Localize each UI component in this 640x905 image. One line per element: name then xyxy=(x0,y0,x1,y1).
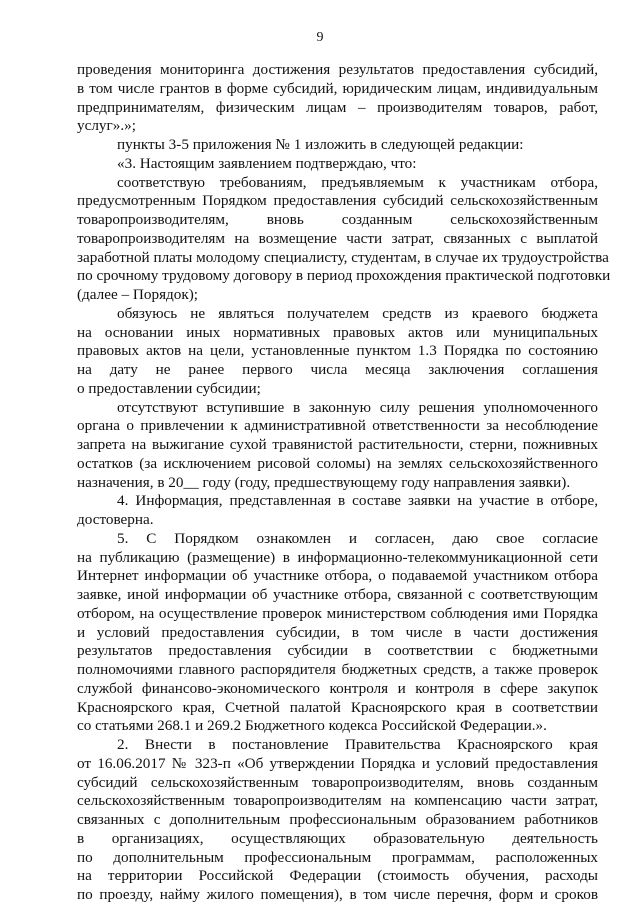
text-line: на основании иных нормативных правовых актов или муниципальных xyxy=(77,323,598,341)
page-number: 9 xyxy=(316,30,324,45)
text-line: Красноярского края, Счетной палатой Красноярского края в соответствии xyxy=(77,698,598,716)
text-line: органа о привлечении к административной ответственности за несоблюдение xyxy=(77,417,598,435)
text-line: сельскохозяйственным товаропроизводителям на компенсацию части затрат, xyxy=(77,792,598,810)
text-line: проведения мониторинга достижения результатов предоставления субсидий, xyxy=(77,61,598,78)
text-line: связанных с дополнительным профессиональным образованием работников xyxy=(77,811,598,828)
text-line: в организациях, осуществляющих образовательную деятельность xyxy=(77,829,598,847)
text-line: на территории Российской Федерации (стоимость обучения, расходы xyxy=(77,867,598,885)
text-line: от 16.06.2017 № 323-п «Об утверждении Порядка и условий предоставления xyxy=(77,754,598,772)
text-line: предпринимателям, физическим лицам – производителям товаров, работ, xyxy=(77,98,598,116)
text-line: Интернет информации об участнике отбора, о подаваемой участником отбора xyxy=(77,567,598,585)
text-line: обязуюсь не являться получателем средств из краевого бюджета xyxy=(117,304,598,322)
text-line: пункты 3-5 приложения № 1 изложить в следующей редакции: xyxy=(117,136,524,153)
text-line: правовых актов на цели, установленные пунктом 1.3 Порядка по состоянию xyxy=(77,342,598,360)
text-line: со статьями 268.1 и 269.2 Бюджетного кодекса Российской Федерации.». xyxy=(77,717,547,735)
text-line: 5. С Порядком ознакомлен и согласен, даю свое согласие xyxy=(117,529,598,547)
text-line: заявке, иной информации об участнике отбора, связанной с соответствующим xyxy=(77,586,598,603)
text-line: в том числе грантов в форме субсидий, юридическим лицам, индивидуальным xyxy=(77,79,598,97)
text-line: по проезду, найму жилого помещения), в том числе перечня, форм и сроков xyxy=(77,886,598,903)
text-line: предусмотренным Порядком предоставления субсидий сельскохозяйственным xyxy=(77,192,598,210)
document-body xyxy=(77,61,611,905)
text-line: службой финансово-экономического контроля и контроля в сфере закупок xyxy=(77,679,598,697)
text-line: соответствую требованиям, предъявляемым к участникам отбора, xyxy=(117,173,598,191)
text-line: результатов предоставления субсидии в соответствии с бюджетными xyxy=(77,642,598,660)
text-line: товаропроизводителям на возмещение части затрат, связанных с выплатой xyxy=(77,229,598,247)
text-line: о предоставлении субсидии; xyxy=(77,379,261,397)
text-line: полномочиями главного распорядителя бюджетных средств, а также проверок xyxy=(77,661,598,678)
text-line: субсидий сельскохозяйственным товаропроизводителям, вновь созданным xyxy=(77,773,598,791)
text-line: остатков (за исключением рисовой соломы) на землях сельскохозяйственного xyxy=(77,454,598,472)
text-line: 4. Информация, представленная в составе заявки на участие в отборе, xyxy=(117,492,598,510)
text-line: отбором, на осуществление проверок министерством соблюдения ими Порядка xyxy=(77,604,598,622)
text-line: товаропроизводителям, вновь созданным сельскохозяйственным xyxy=(77,211,598,228)
text-line: запрета на выжигание сухой травянистой растительности, стерни, пожнивных xyxy=(77,436,598,453)
text-line: заработной платы молодому специалисту, студентам, в случае их трудоустройства xyxy=(77,248,609,266)
text-line: «3. Настоящим заявлением подтверждаю, что: xyxy=(117,154,417,172)
text-line: по срочному трудовому договору в период прохождения практической подготовки xyxy=(77,267,611,285)
text-line: услуг».»; xyxy=(77,117,136,135)
text-line: 2. Внести в постановление Правительства Красноярского края xyxy=(117,736,598,753)
text-line: на публикацию (размещение) в информационно-телекоммуникационной сети xyxy=(77,548,598,566)
text-line: достоверна. xyxy=(77,511,154,528)
text-line: отсутствуют вступившие в законную силу решения уполномоченного xyxy=(117,398,598,416)
text-line: на дату не ранее первого числа месяца заключения соглашения xyxy=(77,361,598,378)
text-line: по дополнительным профессиональным программам, расположенных xyxy=(77,848,598,866)
text-line: (далее – Порядок); xyxy=(77,286,199,303)
text-line: назначения, в 20__ году (году, предшествующему году направления заявки). xyxy=(77,473,571,491)
text-line: и условий предоставления субсидии, в том числе в части достижения xyxy=(77,623,598,641)
